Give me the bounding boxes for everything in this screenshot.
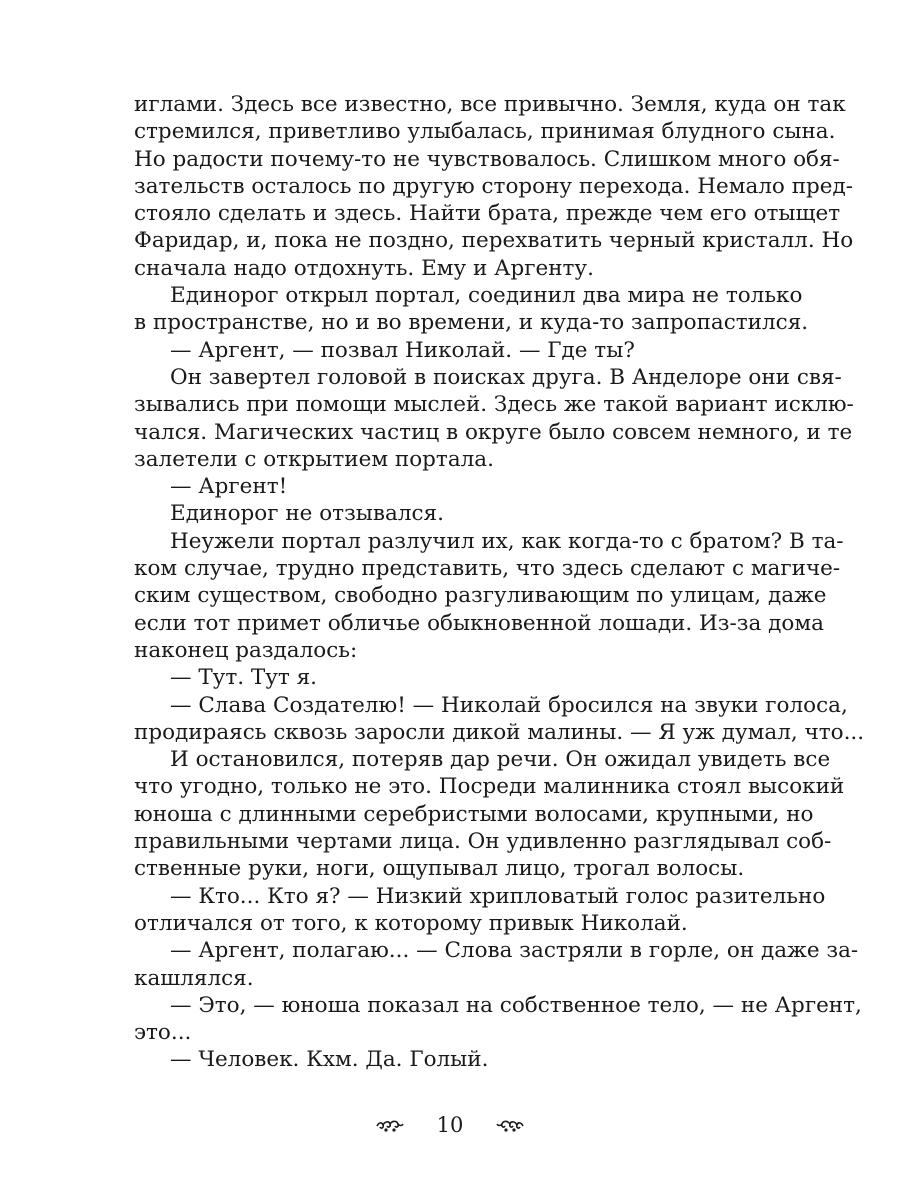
- text-line: стояло сделать и здесь. Найти брата, прежде чем его отыщет: [134, 201, 841, 227]
- page-footer: [0, 1108, 900, 1142]
- text-line: это...: [134, 1020, 192, 1046]
- text-line: зывались при помощи мыслей. Здесь же такой вариант исклю-: [134, 392, 854, 418]
- text-line: Единорог не отзывался.: [170, 501, 444, 527]
- text-line: отличался от того, к которому привык Николай.: [134, 910, 688, 936]
- text-line: — Тут. Тут я.: [170, 665, 318, 691]
- text-line: ским существом, свободно разгуливающим по улицам, даже: [134, 583, 827, 609]
- text-line: Фаридар, и, пока не поздно, перехватить черный кристалл. Но: [134, 228, 854, 254]
- text-line: Он завертел головой в поисках друга. В Анделоре они свя-: [170, 364, 842, 390]
- text-line: — Аргент!: [170, 474, 288, 500]
- text-line: если тот примет обличье обыкновенной лошади. Из-за дома: [134, 610, 824, 636]
- text-line: кашлялся.: [134, 965, 254, 991]
- text-line: зательств осталось по другую сторону перехода. Немало пред-: [134, 173, 854, 199]
- text-line: юноша с длинными серебристыми волосами, крупными, но: [134, 801, 814, 827]
- text-line: ственные руки, ноги, ощупывал лицо, трогал волосы.: [134, 856, 745, 882]
- text-line: Но радости почему-то не чувствовалось. Слишком много обя-: [134, 146, 840, 172]
- text-line: наконец раздалось:: [134, 637, 358, 663]
- page-text: [134, 91, 865, 1074]
- text-line: — Человек. Кхм. Да. Голый.: [170, 1047, 489, 1073]
- text-line: ком случае, трудно представить, что здесь сделают с магиче-: [134, 556, 841, 582]
- text-line: иглами. Здесь все известно, все привычно. Земля, куда он так: [134, 92, 846, 117]
- text-line: — Это, — юноша показал на собственное тело, — не Аргент,: [170, 992, 862, 1018]
- text-line: стремился, приветливо улыбалась, принимая блудного сына.: [134, 119, 836, 145]
- floral-ornament-icon: [495, 1117, 525, 1133]
- text-line: И остановился, потеряв дар речи. Он ожидал увидеть все: [170, 747, 831, 773]
- page-number: 10: [436, 1112, 464, 1137]
- text-line: правильными чертами лица. Он удивленно разглядывал соб-: [134, 829, 832, 855]
- text-line: что угодно, только не это. Посреди малинника стоял высокий: [134, 774, 845, 800]
- text-line: — Кто... Кто я? — Низкий хрипловатый голос разительно: [170, 883, 826, 909]
- text-line: — Аргент, полагаю... — Слова застряли в горле, он даже за-: [170, 938, 859, 964]
- text-line: сначала надо отдохнуть. Ему и Аргенту.: [134, 255, 594, 281]
- text-line: Единорог открыл портал, соединил два мира не только: [170, 283, 803, 309]
- text-line: — Аргент, — позвал Николай. — Где ты?: [170, 337, 635, 363]
- floral-ornament-icon: [375, 1117, 405, 1133]
- text-line: чался. Магических частиц в округе было совсем немного, и те: [134, 419, 853, 445]
- text-line: в пространстве, но и во времени, и куда-то запропастился.: [134, 310, 809, 336]
- text-line: Неужели портал разлучил их, как когда-то с братом? В та-: [170, 528, 844, 554]
- text-line: — Слава Создателю! — Николай бросился на звуки голоса,: [170, 692, 848, 718]
- text-line: продираясь сквозь заросли дикой малины. — Я уж думал, что...: [134, 719, 865, 745]
- text-line: залетели с открытием портала.: [134, 446, 494, 472]
